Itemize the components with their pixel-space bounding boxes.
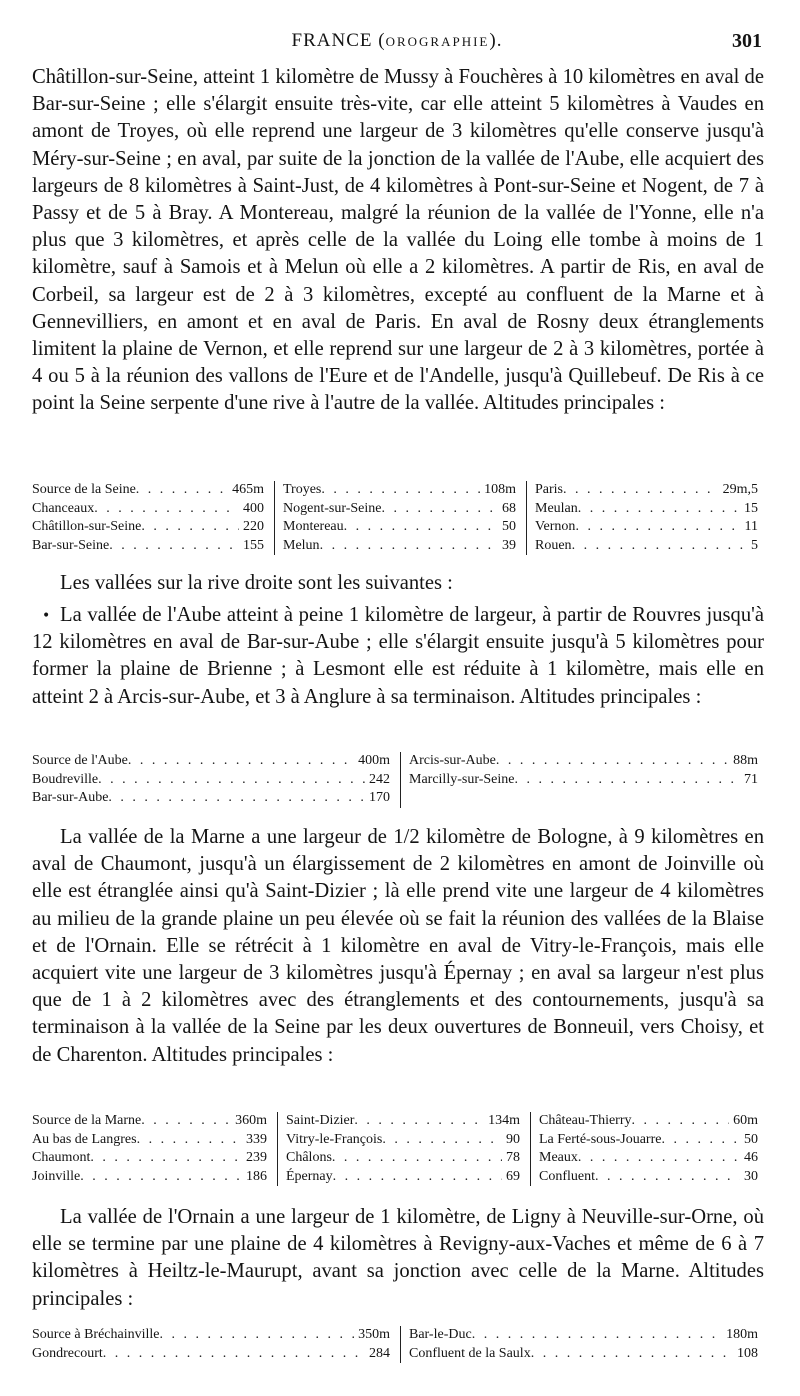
place-name: Meulan [535, 500, 578, 516]
place-name: Châtillon-sur-Seine [32, 519, 142, 535]
running-title-smallcaps: OROGRAPHIE [385, 34, 490, 49]
altitude-value: 11 [744, 519, 758, 535]
leader-dots [160, 1326, 355, 1345]
table-row [539, 1149, 768, 1168]
altitude-value: 170 [369, 790, 390, 806]
table-row [409, 1326, 768, 1345]
table-row [32, 752, 400, 771]
place-name: Troyes [283, 482, 322, 497]
place-name: Au bas de Langres [32, 1131, 137, 1147]
altitude-value: 350m [358, 1327, 390, 1342]
table-row [409, 752, 768, 771]
altitude-value: 88m [733, 753, 758, 768]
running-title-main: FRANCE ( [291, 30, 386, 51]
altitude-value: 46 [744, 1150, 758, 1166]
leader-dots [80, 1168, 242, 1187]
table-row [409, 1345, 768, 1364]
running-title [32, 30, 762, 52]
altitude-value: 400m [358, 753, 390, 768]
place-name: Montereau [283, 519, 344, 535]
place-name: Château-Thierry [539, 1113, 632, 1128]
altitudes-table-marne [32, 1112, 768, 1186]
altitude-value: 108 [737, 1345, 758, 1361]
leader-dots [109, 537, 239, 556]
altitude-value: 220 [243, 519, 264, 535]
table-row [32, 771, 400, 790]
leader-dots [332, 1149, 502, 1168]
table-column [400, 752, 768, 808]
paragraph-aube-valley: La vallée de l'Aube atteint à peine 1 kilomètre de largeur, à partir de Rouvres jusqu'à 12 kilomètres en aval de Bar-sur-Aube ; elle s'élargit ensuite jusqu'à 5 kilomètres pour former la plaine de Brienne ; à Lesmont elle est réduite à 1 kilomètre, mais elle en atteint 2 à Arcis-sur-Aube, et 3 à Anglure à sa terminaison. Altitudes principales : [32, 604, 764, 708]
place-name: Vitry-le-François [286, 1131, 383, 1147]
place-name: Paris [535, 482, 563, 497]
table-row [32, 481, 274, 500]
altitude-value: 68 [502, 500, 516, 516]
place-name: Nogent-sur-Seine [283, 500, 382, 516]
leader-dots [575, 518, 740, 537]
altitude-value: 30 [744, 1168, 758, 1184]
altitude-value: 239 [246, 1150, 267, 1166]
place-name: Source de la Marne [32, 1113, 142, 1128]
altitudes-table-seine [32, 481, 768, 555]
table-row [539, 1131, 768, 1150]
leader-dots [108, 789, 365, 808]
leader-dots [90, 1149, 242, 1168]
altitudes-table-aube [32, 752, 768, 808]
altitude-value: 5 [751, 537, 758, 553]
table-row [535, 537, 768, 556]
place-name: Bar-sur-Seine [32, 537, 110, 553]
place-name: Joinville [32, 1168, 81, 1184]
leader-dots [141, 518, 239, 537]
leader-dots [141, 1112, 231, 1131]
place-name: Bar-sur-Aube [32, 790, 109, 806]
table-row [283, 518, 526, 537]
table-row [535, 500, 768, 519]
leader-dots [354, 1112, 484, 1131]
running-header [32, 30, 762, 54]
leader-dots [595, 1168, 740, 1187]
table-row [32, 1345, 400, 1364]
table-row [535, 481, 768, 500]
table-column [32, 1326, 400, 1363]
place-name: Source de la Seine [32, 482, 136, 497]
leader-dots [578, 500, 740, 519]
altitudes-table-ornain [32, 1326, 768, 1363]
paragraph-marne-valley: La vallée de la Marne a une largeur de 1/2 kilomètre de Bologne, à 9 kilomètres en aval de Chaumont, jusqu'à un élargissement de 2 kilomètres en amont de Joinville où elle est étranglée ainsi qu'à Saint-Dizier ; là elle prend vite une largeur de 4 kilomètres au milieu de la grande plaine un peu élevée où se fait la réunion des vallées de la Blaise et de l'Ornain. Elle se rétrécit à 1 kilomètre en aval de Vitry-le-François, mais elle acquiert vite une largeur de 3 kilomètres jusqu'à Épernay ; en aval sa largeur n'est plus que de 1 à 2 kilomètres avec des étranglements et des contournements, jusqu'à sa terminaison à la vallée de la Seine par les deux ouvertures de Bonneuil, vers Choisy, et de Charenton. Altitudes principales : [32, 826, 764, 1066]
table-row [539, 1168, 768, 1187]
paragraph-ornain-valley: La vallée de l'Ornain a une largeur de 1 kilomètre, de Ligny à Neuville-sur-Orne, où elle se termine par une plaine de 4 kilomètres à Revigny-aux-Vaches et même de 6 à 7 kilomètres à Heiltz-le-Maurupt, avant sa jonction avec celle de la Marne. Altitudes principales : [32, 1206, 764, 1310]
place-name: Bar-le-Duc [409, 1327, 472, 1342]
altitude-value: 69 [506, 1168, 520, 1184]
table-column [277, 1112, 530, 1186]
place-name: Arcis-sur-Aube [409, 753, 496, 768]
altitude-value: 50 [502, 519, 516, 535]
table-row [283, 500, 526, 519]
table-row [283, 481, 526, 500]
altitude-value: 50 [744, 1131, 758, 1147]
leader-dots [94, 500, 239, 519]
altitude-value: 15 [744, 500, 758, 516]
place-name: Confluent de la Saulx [409, 1345, 531, 1361]
place-name: Source à Bréchainville [32, 1327, 160, 1342]
leader-dots [137, 1131, 242, 1150]
leader-dots [496, 752, 729, 771]
place-name: Châlons [286, 1150, 332, 1166]
leader-dots [661, 1131, 740, 1150]
leader-dots [321, 481, 480, 500]
altitude-value: 60m [733, 1113, 758, 1128]
table-row [286, 1112, 530, 1131]
altitude-value: 29m,5 [722, 482, 758, 497]
leader-dots [514, 771, 740, 790]
table-column [526, 481, 768, 555]
table-column [530, 1112, 768, 1186]
altitude-value: 180m [726, 1327, 758, 1342]
paragraph-seine-valley: Châtillon-sur-Seine, atteint 1 kilomètre de Mussy à Fouchères à 10 kilomètres en aval de Bar-sur-Seine ; elle s'élargit ensuite très-vite, car elle atteint 5 kilomètres à Vaudes en amont de Troyes, où elle reprend une largeur de 3 kilomètres qu'elle conserve jusqu'à Méry-sur-Seine ; en aval, par suite de la jonction de la vallée de l'Aube, elle acquiert des largeurs de 8 kilomètres à Saint-Just, de 4 kilomètres à Pont-sur-Seine et Nogent, de 7 à Passy et de 5 à Bray. A Montereau, malgré la réunion de la vallée de l'Yonne, elle n'a plus que 3 kilomètres, et après celle de la vallée du Loing elle tombe à moins de 1 kilomètre, sauf à Samois et à Melun où elle a 2 kilomètres. A partir de Ris, en aval de Corbeil, sa largeur est de 2 à 3 kilomètres, excepté au confluent de la Marne et à Gennevilliers, en amont et en aval de Paris. En aval de Rosny deux étranglements limitent la plaine de Vernon, et elle reprend sur une largeur de 2 à 3 kilomètres, portée à 4 ou 5 à la réunion des vallons de l'Eure et de l'Andelle, jusqu'à Quillebeuf. De Ris à ce point la Seine serpente d'une rive à l'autre de la vallée. Altitudes principales : [32, 66, 764, 415]
leader-dots [128, 752, 354, 771]
leader-dots [381, 500, 498, 519]
table-row [32, 1131, 277, 1150]
paragraph-right-bank-intro: Les vallées sur la rive droite sont les suivantes : [60, 572, 453, 594]
leader-dots [572, 537, 747, 556]
leader-dots [98, 771, 365, 790]
place-name: Rouen [535, 537, 572, 553]
altitude-value: 78 [506, 1150, 520, 1166]
altitude-value: 134m [488, 1113, 520, 1128]
place-name: La Ferté-sous-Jouarre [539, 1131, 662, 1147]
altitude-value: 71 [744, 771, 758, 787]
table-row [286, 1168, 530, 1187]
table-row [409, 771, 768, 790]
leader-dots [632, 1112, 730, 1131]
place-name: Gondrecourt [32, 1345, 103, 1361]
leader-dots [136, 481, 228, 500]
table-row [32, 1168, 277, 1187]
place-name: Chanceaux [32, 500, 95, 516]
leader-dots [103, 1345, 365, 1364]
running-title-end: ). [489, 30, 503, 51]
table-row [32, 789, 400, 808]
table-row [32, 1326, 400, 1345]
table-row [286, 1131, 530, 1150]
leader-dots [531, 1345, 733, 1364]
leader-dots [333, 1168, 502, 1187]
place-name: Vernon [535, 519, 576, 535]
place-name: Chaumont [32, 1150, 91, 1166]
table-row [535, 518, 768, 537]
altitude-value: 360m [235, 1113, 267, 1128]
leader-dots [563, 481, 719, 500]
altitude-value: 284 [369, 1345, 390, 1361]
table-row [32, 537, 274, 556]
place-name: Marcilly-sur-Seine [409, 771, 515, 787]
table-column [274, 481, 526, 555]
place-name: Épernay [286, 1168, 333, 1184]
table-column [32, 1112, 277, 1186]
table-row [286, 1149, 530, 1168]
table-row [32, 1112, 277, 1131]
leader-dots [344, 518, 498, 537]
altitude-value: 242 [369, 771, 390, 787]
table-row [32, 1149, 277, 1168]
leader-dots [320, 537, 498, 556]
place-name: Meaux [539, 1150, 578, 1166]
table-row [32, 500, 274, 519]
altitude-value: 339 [246, 1131, 267, 1147]
table-column [400, 1326, 768, 1363]
table-column [32, 481, 274, 555]
altitude-value: 90 [506, 1131, 520, 1147]
altitude-value: 465m [232, 482, 264, 497]
place-name: Boudreville [32, 771, 99, 787]
place-name: Source de l'Aube [32, 753, 128, 768]
altitude-value: 400 [243, 500, 264, 516]
table-row [32, 518, 274, 537]
leader-dots [472, 1326, 722, 1345]
margin-mark: • [42, 608, 51, 624]
place-name: Saint-Dizier [286, 1113, 355, 1128]
place-name: Confluent [539, 1168, 595, 1184]
page-number: 301 [732, 30, 762, 52]
leader-dots [382, 1131, 502, 1150]
place-name: Melun [283, 537, 320, 553]
table-row [283, 537, 526, 556]
leader-dots [578, 1149, 740, 1168]
table-column [32, 752, 400, 808]
table-row [539, 1112, 768, 1131]
altitude-value: 108m [484, 482, 516, 497]
altitude-value: 155 [243, 537, 264, 553]
altitude-value: 186 [246, 1168, 267, 1184]
altitude-value: 39 [502, 537, 516, 553]
